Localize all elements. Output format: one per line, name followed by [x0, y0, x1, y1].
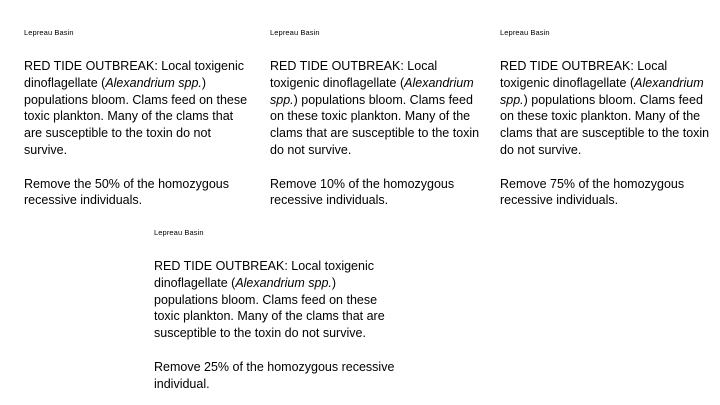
species-name: Alexandrium spp. — [235, 275, 332, 290]
scenario-card — [154, 228, 396, 392]
removal-instruction: Remove 75% of the homozygous recessive individuals. — [500, 176, 685, 208]
outbreak-description — [24, 58, 250, 159]
species-name: Alexandrium spp. — [500, 75, 704, 107]
species-name: Alexandrium spp. — [105, 75, 202, 90]
scenario-card — [24, 28, 250, 209]
card-header: Lepreau Basin — [500, 28, 550, 37]
outbreak-tail: ) populations bloom. Clams feed on these toxic plankton. Many of the clams that are susceptible to the toxin do not survive. — [24, 75, 248, 157]
outbreak-description — [500, 58, 714, 159]
outbreak-lead: RED TIDE OUTBREAK: Local toxigenic dinoflagellate ( — [154, 259, 374, 290]
scenario-card — [270, 28, 488, 209]
outbreak-tail: ) populations bloom. Clams feed on these toxic plankton. Many of the clams that are susceptible to the toxin do not survive. — [154, 275, 385, 341]
species-name: Alexandrium spp. — [270, 75, 474, 107]
card-header: Lepreau Basin — [154, 228, 204, 237]
removal-instruction: Remove 25% of the homozygous recessive individual. — [154, 359, 395, 391]
removal-instruction: Remove 10% of the homozygous recessive individuals. — [270, 176, 455, 208]
scenario-card — [500, 28, 714, 209]
card-header: Lepreau Basin — [270, 28, 320, 37]
outbreak-lead: RED TIDE OUTBREAK: Local toxigenic dinoflagellate ( — [270, 59, 438, 90]
outbreak-tail: ) populations bloom. Clams feed on these toxic plankton. Many of the clams that are susceptible to the toxin do not survive. — [500, 92, 710, 157]
removal-instruction: Remove the 50% of the homozygous recessive individuals. — [24, 176, 229, 208]
outbreak-description — [154, 258, 396, 342]
outbreak-lead: RED TIDE OUTBREAK: Local toxigenic dinoflagellate ( — [24, 59, 244, 90]
outbreak-description — [270, 58, 488, 159]
card-header: Lepreau Basin — [24, 28, 74, 37]
outbreak-tail: ) populations bloom. Clams feed on these toxic plankton. Many of the clams that are susceptible to the toxin do not survive. — [270, 92, 480, 157]
outbreak-lead: RED TIDE OUTBREAK: Local toxigenic dinoflagellate ( — [500, 59, 668, 90]
